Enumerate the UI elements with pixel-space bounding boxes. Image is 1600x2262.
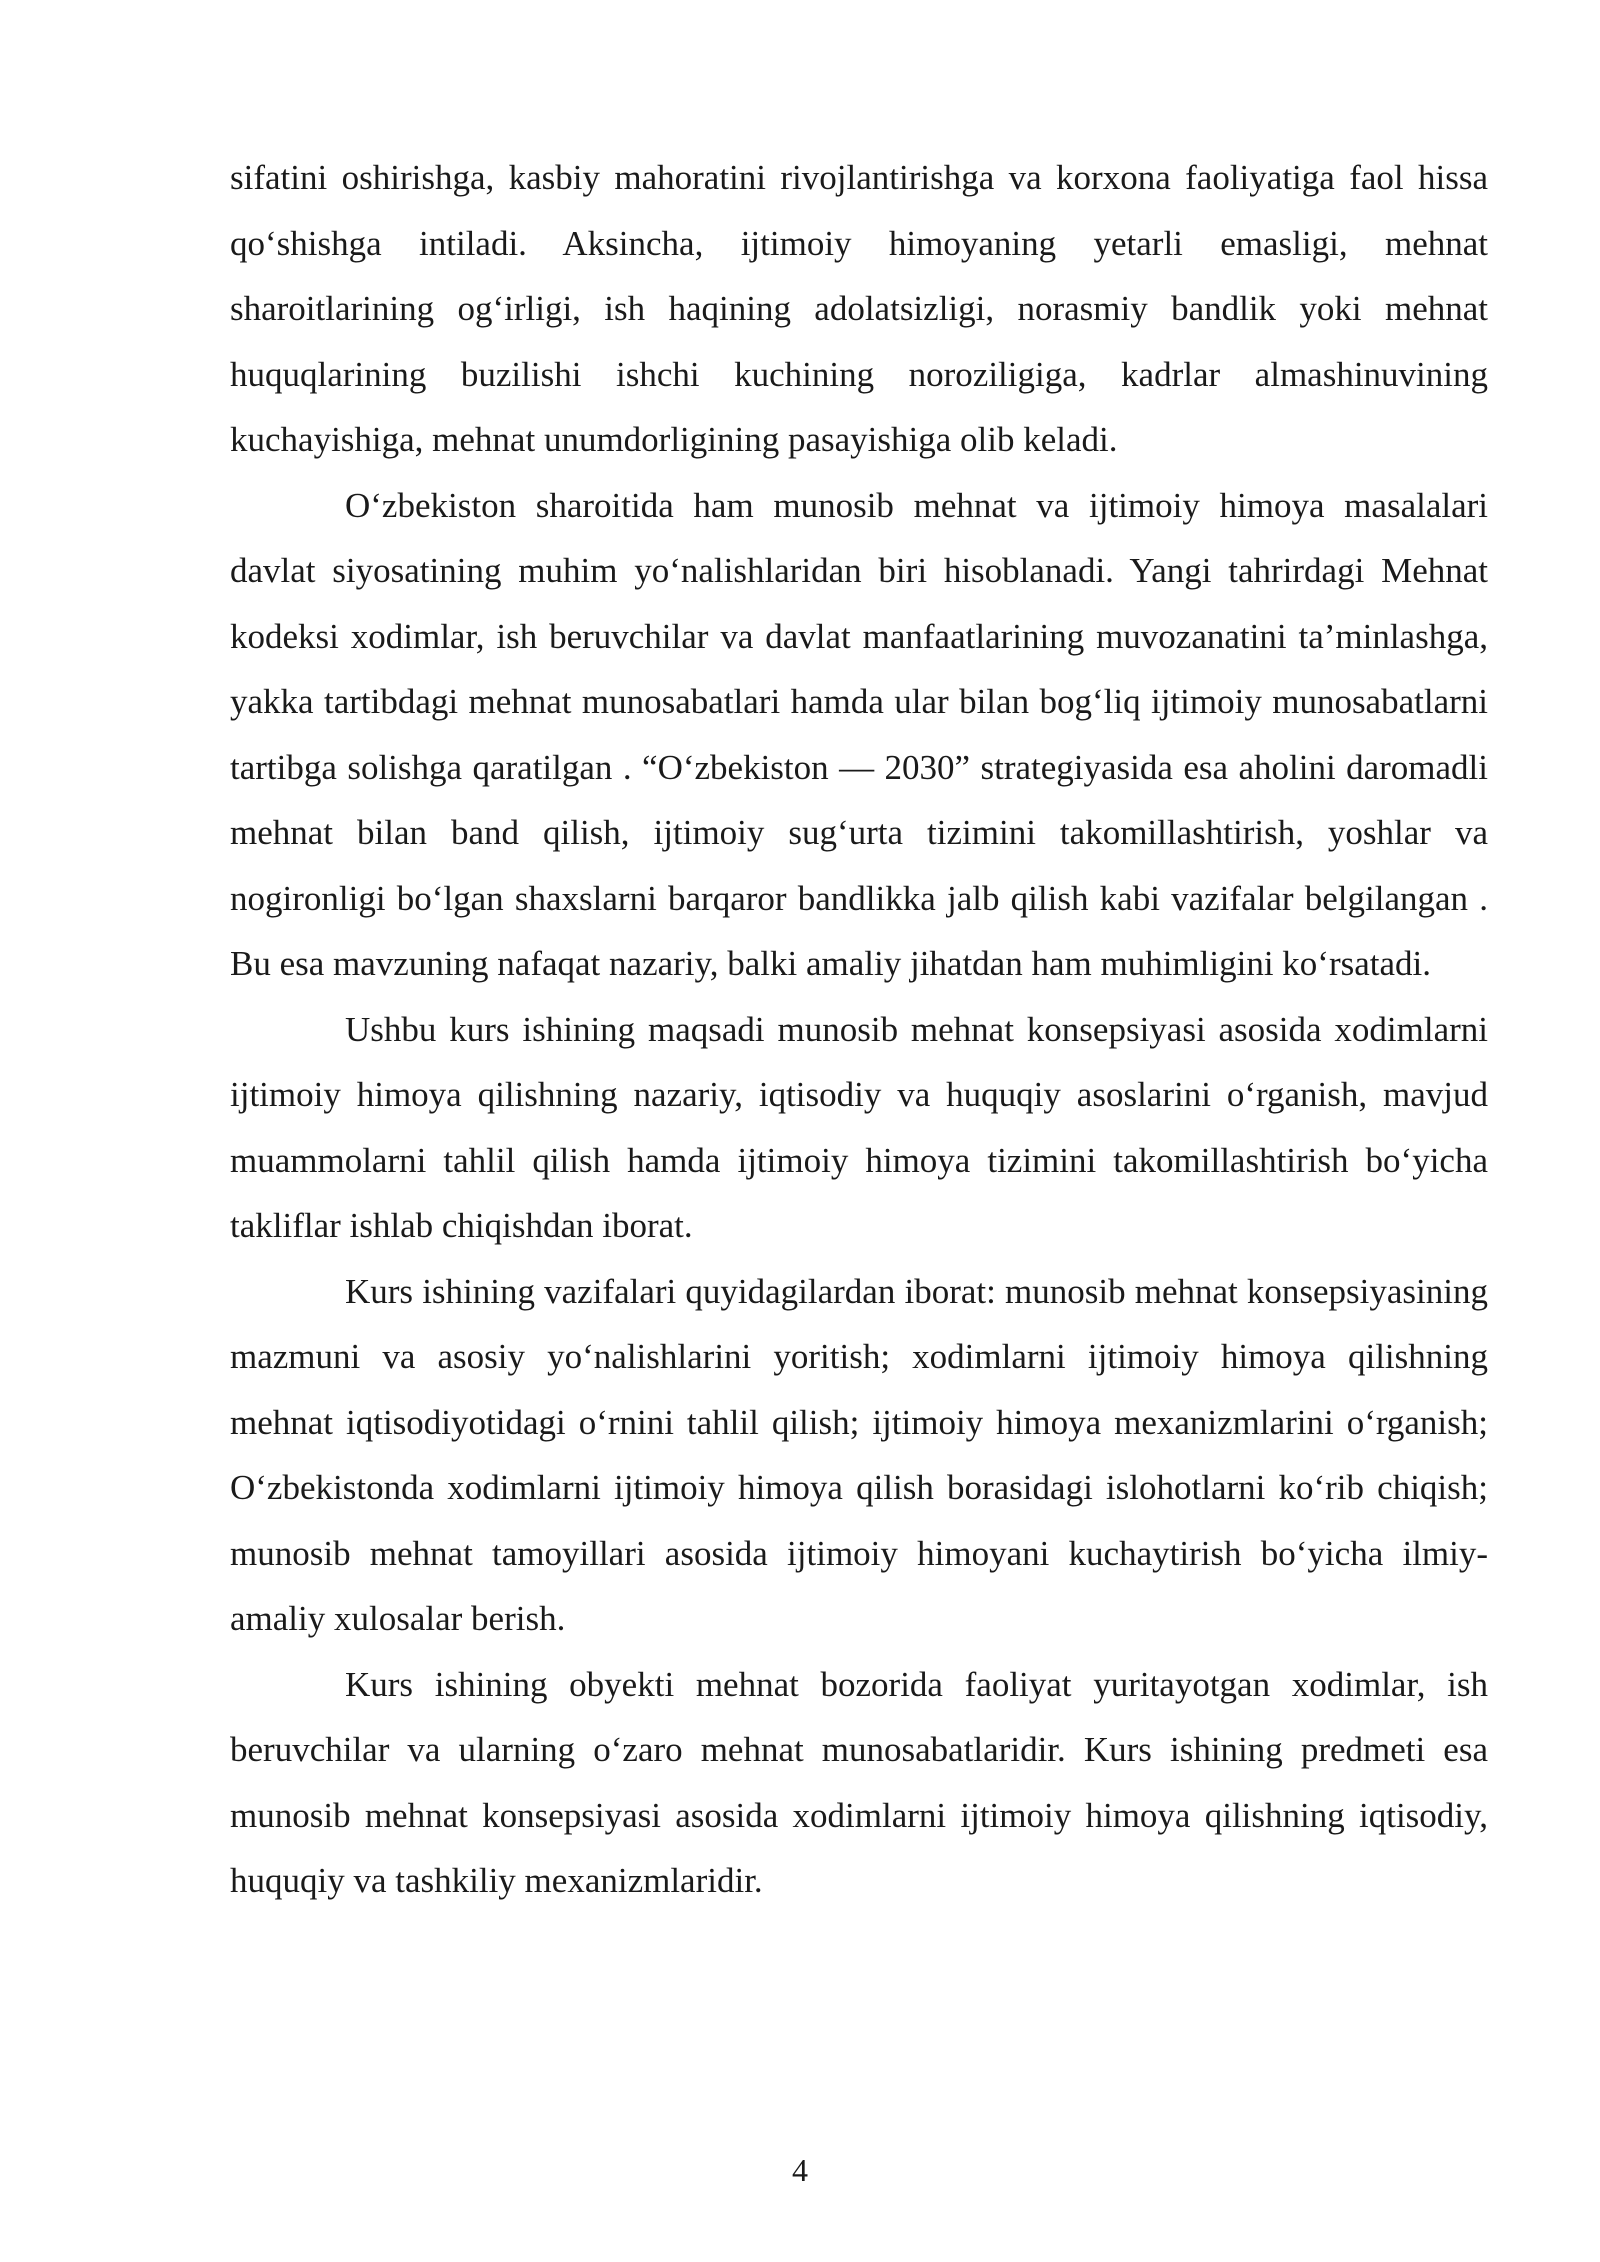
paragraph-1: sifatini oshirishga, kasbiy mahoratini rivojlantirishga va korxona faoliyatiga faol hissa qo‘shishga intiladi. Aksincha, ijtimoiy himoyaning yetarli emasligi, mehnat sharoitlarining og‘irligi, ish haqining adolatsizligi, norasmiy bandlik yoki mehnat huquqlarining buzilishi ishchi kuchining noroziligiga, kadrlar almashinuvining kuchayishiga, mehnat unumdorligining pasayishiga olib keladi. [230,158,1488,459]
paragraph-5: Kurs ishining obyekti mehnat bozorida faoliyat yuritayotgan xodimlar, ish beruvchilar va ularning o‘zaro mehnat munosabatlaridir. Kurs ishining predmeti esa munosib mehnat konsepsiyasi asosida xodimlarni ijtimoiy himoya qilishning iqtisodiy, huquqiy va tashkiliy mexanizmlaridir. [230,1664,1488,1900]
paragraph-2: O‘zbekiston sharoitida ham munosib mehnat va ijtimoiy himoya masalalari davlat siyosatining muhim yo‘nalishlaridan biri hisoblanadi. Yangi tahrirdagi Mehnat kodeksi xodimlar, ish beruvchilar va davlat manfaatlarining muvozanatini ta’minlashga, yakka tartibdagi mehnat munosabatlari hamda ular bilan bog‘liq ijtimoiy munosabatlarni tartibga solishga qaratilgan . “O‘zbekiston — 2030” strategiyasida esa aholini daromadli mehnat bilan band qilish, ijtimoiy sug‘urta tizimini takomillashtirish, yoshlar va nogironligi bo‘lgan shaxslarni barqaror bandlikka jalb qilish kabi vazifalar belgilangan . Bu esa mavzuning nafaqat nazariy, balki amaliy jihatdan ham muhimligini ko‘rsatadi. [230,485,1488,983]
document-body [230,145,1488,1914]
paragraph-4: Kurs ishining vazifalari quyidagilardan iborat: munosib mehnat konsepsiyasining mazmuni va asosiy yo‘nalishlarini yoritish; xodimlarni ijtimoiy himoya qilishning mehnat iqtisodiyotidagi o‘rnini tahlil qilish; ijtimoiy himoya mexanizmlarini o‘rganish; O‘zbekistonda xodimlarni ijtimoiy himoya qilish borasidagi islohotlarni ko‘rib chiqish; munosib mehnat tamoyillari asosida ijtimoiy himoyani kuchaytirish bo‘yicha ilmiy-amaliy xulosalar berish. [230,1271,1488,1638]
page-number: 4 [792,2152,808,2188]
paragraph-3: Ushbu kurs ishining maqsadi munosib mehnat konsepsiyasi asosida xodimlarni ijtimoiy himoya qilishning nazariy, iqtisodiy va huquqiy asoslarini o‘rganish, mavjud muammolarni tahlil qilish hamda ijtimoiy himoya tizimini takomillashtirish bo‘yicha takliflar ishlab chiqishdan iborat. [230,1009,1488,1245]
